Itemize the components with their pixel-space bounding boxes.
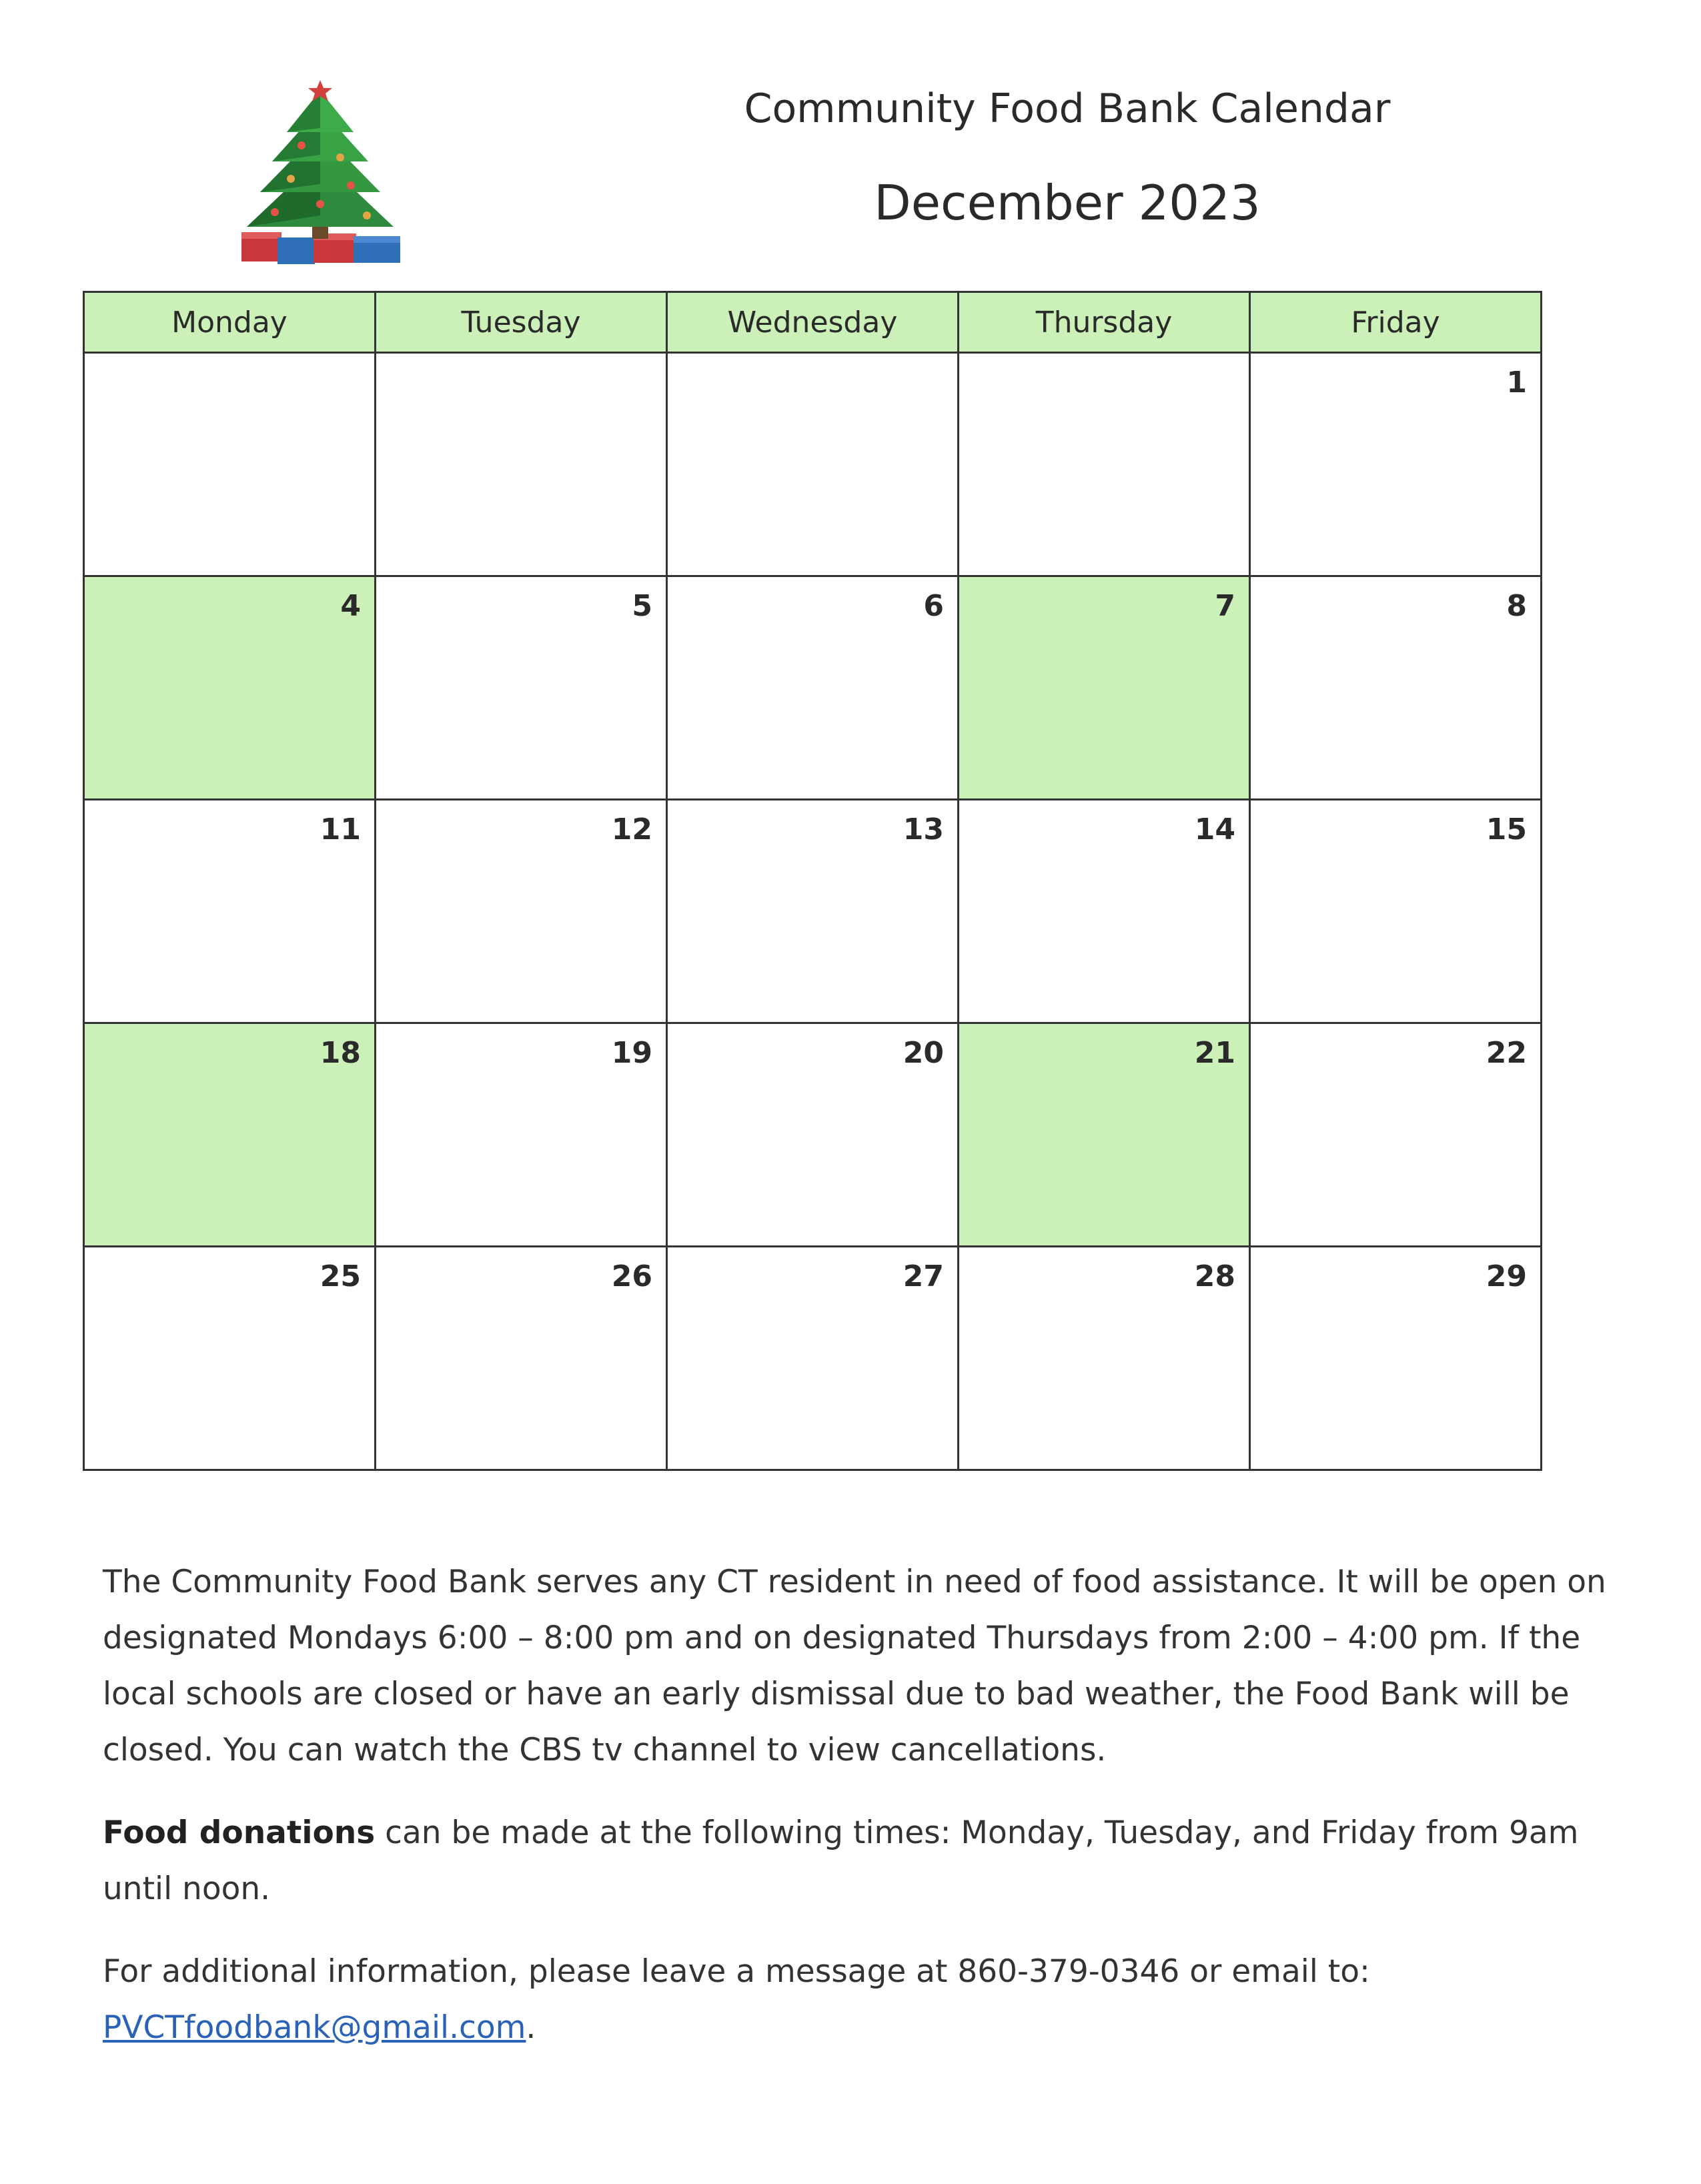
weekday-header: Thursday bbox=[959, 292, 1250, 353]
calendar-day-cell bbox=[959, 1247, 1250, 1470]
calendar-day-cell bbox=[667, 1247, 959, 1470]
weekday-header: Wednesday bbox=[667, 292, 959, 353]
calendar-day-cell bbox=[667, 1023, 959, 1247]
day-number: 7 bbox=[1215, 589, 1235, 623]
calendar-day-cell bbox=[1250, 1023, 1542, 1247]
calendar-day-cell-open bbox=[84, 576, 376, 800]
email-link[interactable]: PVCTfoodbank@gmail.com bbox=[103, 2009, 526, 2046]
page-title: Community Food Bank Calendar bbox=[744, 85, 1391, 132]
day-number: 15 bbox=[1486, 812, 1527, 847]
day-number: 5 bbox=[632, 589, 652, 623]
calendar-day-cell bbox=[959, 800, 1250, 1023]
day-number: 22 bbox=[1486, 1036, 1527, 1070]
donations-heading: Food donations bbox=[103, 1814, 376, 1851]
day-number: 1 bbox=[1506, 366, 1527, 400]
day-number: 13 bbox=[903, 812, 944, 847]
day-number: 6 bbox=[923, 589, 944, 623]
calendar-day-cell bbox=[1250, 576, 1542, 800]
day-number: 25 bbox=[320, 1259, 361, 1293]
calendar-grid bbox=[83, 291, 1542, 1471]
day-number: 12 bbox=[611, 812, 652, 847]
contact-text: For additional information, please leave a message at 860-379-0346 or email to: bbox=[103, 1953, 1370, 1990]
calendar-day-cell-open bbox=[959, 1023, 1250, 1247]
day-number: 20 bbox=[903, 1036, 944, 1070]
day-number: 19 bbox=[611, 1036, 652, 1070]
calendar-day-cell bbox=[376, 1023, 667, 1247]
donations-text: can be made at the following times: Monday, Tuesday, and Friday from 9am until noon. bbox=[103, 1814, 1579, 1907]
day-number: 29 bbox=[1486, 1259, 1527, 1293]
calendar-day-cell bbox=[1250, 1247, 1542, 1470]
day-number: 27 bbox=[903, 1259, 944, 1293]
calendar-week-row bbox=[84, 800, 1542, 1023]
donations-paragraph bbox=[103, 1805, 1630, 1917]
calendar-day-cell bbox=[84, 800, 376, 1023]
day-number: 28 bbox=[1194, 1259, 1235, 1293]
calendar-week-row bbox=[84, 576, 1542, 800]
christmas-tree-icon bbox=[233, 79, 407, 272]
day-number: 26 bbox=[611, 1259, 652, 1293]
calendar-day-cell-open bbox=[959, 576, 1250, 800]
calendar-week-row bbox=[84, 353, 1542, 576]
weekday-header: Tuesday bbox=[376, 292, 667, 353]
day-number: 18 bbox=[320, 1036, 361, 1070]
calendar-day-cell bbox=[667, 576, 959, 800]
calendar-day-cell bbox=[667, 800, 959, 1023]
calendar-day-cell bbox=[667, 353, 959, 576]
info-paragraph: The Community Food Bank serves any CT resident in need of food assistance. It will be open on designated Mondays 6:00 – 8:00 pm and on designated Thursdays from 2:00 – 4:00 pm. If the local schools are closed or have an early dismissal due to bad weather, the Food Bank will be closed. You can watch the CBS tv channel to view cancellations. bbox=[103, 1564, 1606, 1768]
calendar-day-cell bbox=[84, 1247, 376, 1470]
weekday-header: Monday bbox=[84, 292, 376, 353]
calendar-day-cell-open bbox=[84, 1023, 376, 1247]
calendar-day-cell bbox=[376, 1247, 667, 1470]
day-number: 11 bbox=[320, 812, 361, 847]
contact-suffix: . bbox=[526, 2009, 536, 2046]
calendar-day-cell bbox=[1250, 353, 1542, 576]
calendar-day-cell bbox=[376, 576, 667, 800]
day-number: 8 bbox=[1506, 589, 1527, 623]
calendar-day-cell bbox=[376, 800, 667, 1023]
weekday-header: Friday bbox=[1250, 292, 1542, 353]
calendar-week-row bbox=[84, 1023, 1542, 1247]
weekday-header-row bbox=[84, 292, 1542, 353]
contact-paragraph bbox=[103, 1944, 1630, 2056]
calendar-day-cell bbox=[84, 353, 376, 576]
day-number: 21 bbox=[1194, 1036, 1235, 1070]
calendar-day-cell bbox=[1250, 800, 1542, 1023]
calendar-day-cell bbox=[376, 353, 667, 576]
calendar-week-row bbox=[84, 1247, 1542, 1470]
day-number: 14 bbox=[1194, 812, 1235, 847]
calendar-day-cell bbox=[959, 353, 1250, 576]
month-subtitle: December 2023 bbox=[874, 175, 1261, 231]
day-number: 4 bbox=[340, 589, 361, 623]
